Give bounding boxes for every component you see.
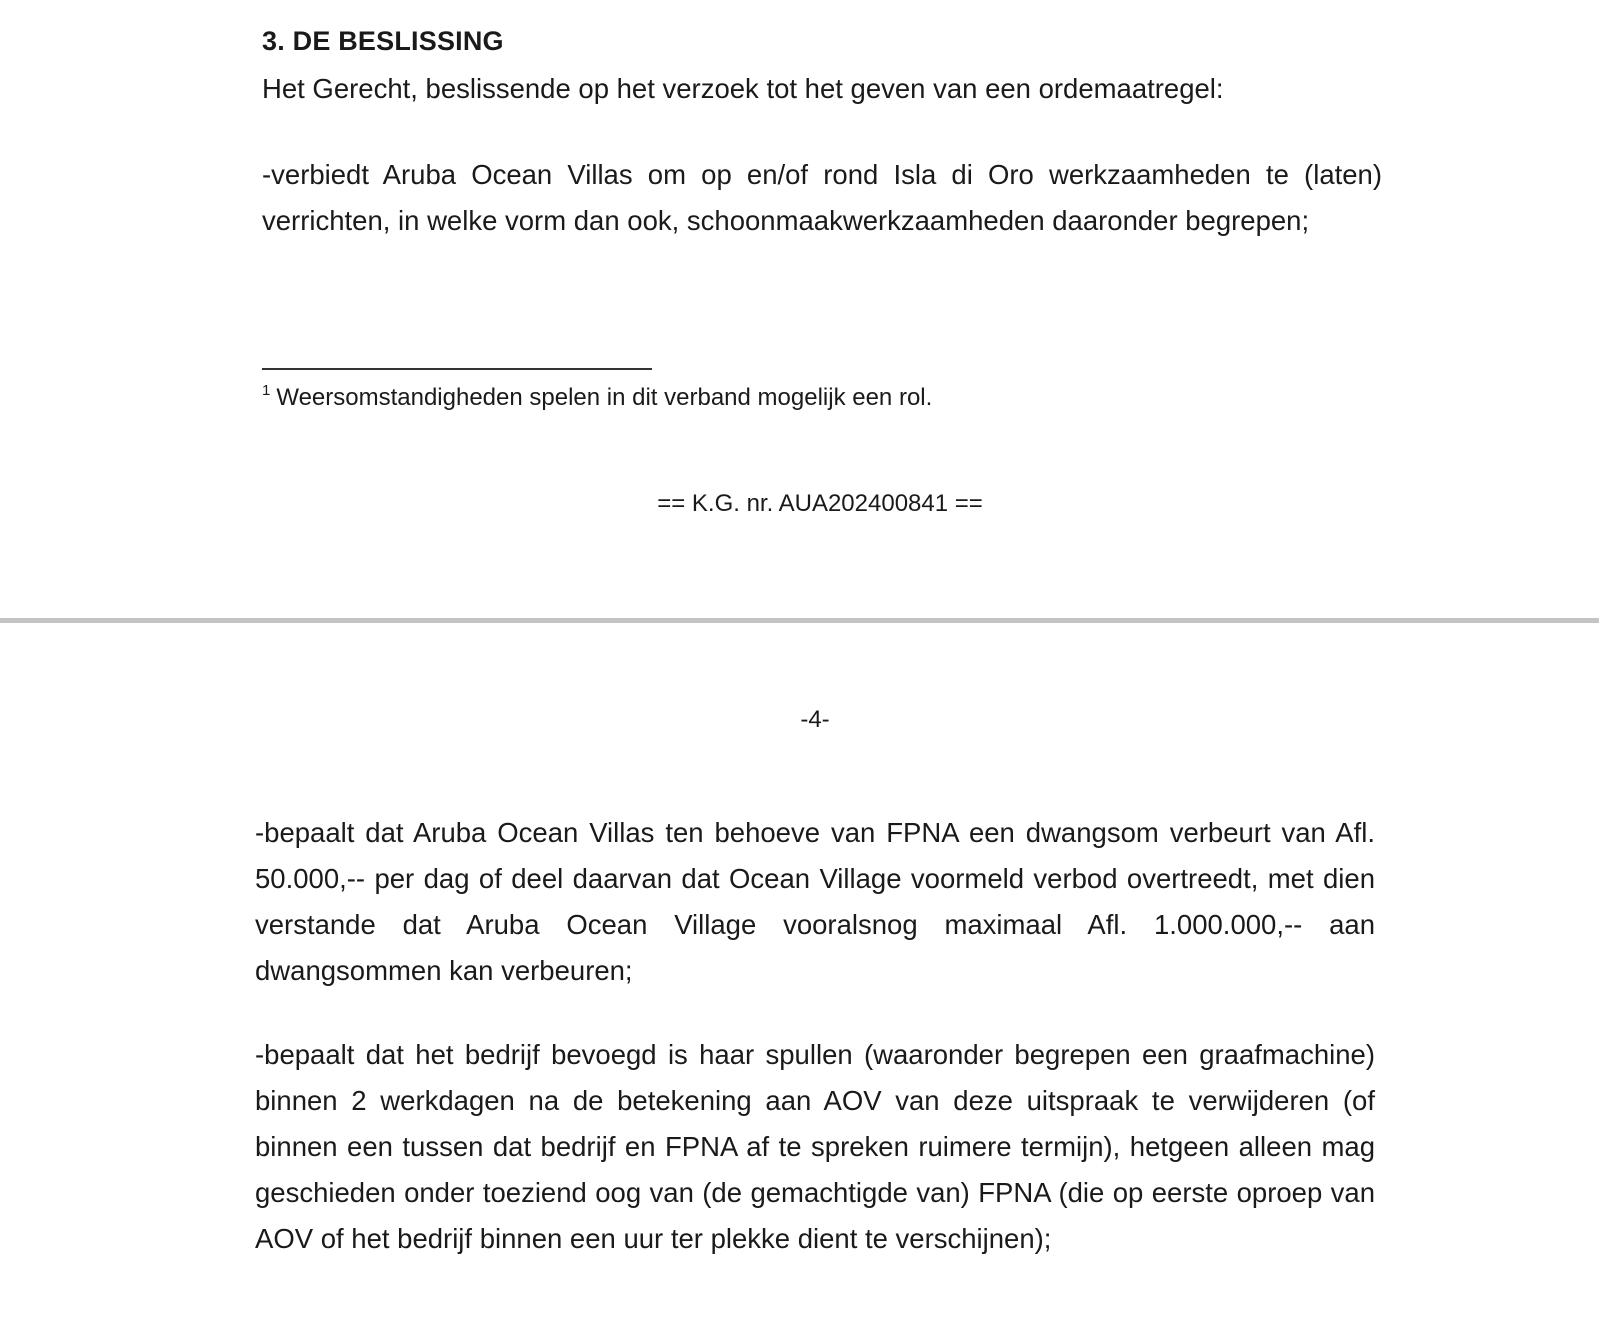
- page-number: -4-: [800, 706, 830, 733]
- document-page-4: [0, 624, 1599, 1344]
- document-page-3: [0, 0, 1599, 618]
- footnote-marker: 1: [262, 382, 271, 399]
- ruling-paragraph-bedrijf: -bepaalt dat het bedrijf bevoegd is haar spullen (waaronder begrepen een graafmachine) binnen 2 werkdagen na de betekening aan AOV van deze uitspraak te verwijderen (of binnen een tussen dat bedrijf en FPNA af te spreken ruimere termijn), hetgeen alleen mag geschieden onder toeziend oog van (de gemachtigde van) FPNA (die op eerste oproep van AOV of het bedrijf binnen een uur ter plekke dient te verschijnen);: [255, 1039, 1375, 1254]
- ruling-paragraph-verbiedt: -verbiedt Aruba Ocean Villas om op en/of rond Isla di Oro werkzaamheden te (laten) verrichten, in welke vorm dan ook, schoonmaakwerkzaamheden daaronder begrepen;: [262, 159, 1382, 236]
- footnote: [262, 384, 932, 412]
- page-break-divider: [0, 618, 1599, 623]
- case-number-footer: == K.G. nr. AUA202400841 ==: [657, 490, 983, 517]
- ruling-paragraph-dwangsom: -bepaalt dat Aruba Ocean Villas ten behoeve van FPNA een dwangsom verbeurt van Afl. 50.000,-- per dag of deel daarvan dat Ocean Village voormeld verbod overtreedt, met dien verstande dat Aruba Ocean Village vooralsnog maximaal Afl. 1.000.000,-- aan dwangsommen kan verbeuren;: [255, 817, 1375, 986]
- section-heading: 3. DE BESLISSING: [262, 26, 504, 56]
- footnote-separator: [262, 368, 652, 370]
- intro-sentence: Het Gerecht, beslissende op het verzoek tot het geven van een ordemaatregel:: [262, 73, 1224, 104]
- footnote-text: Weersomstandigheden spelen in dit verband mogelijk een rol.: [276, 384, 933, 411]
